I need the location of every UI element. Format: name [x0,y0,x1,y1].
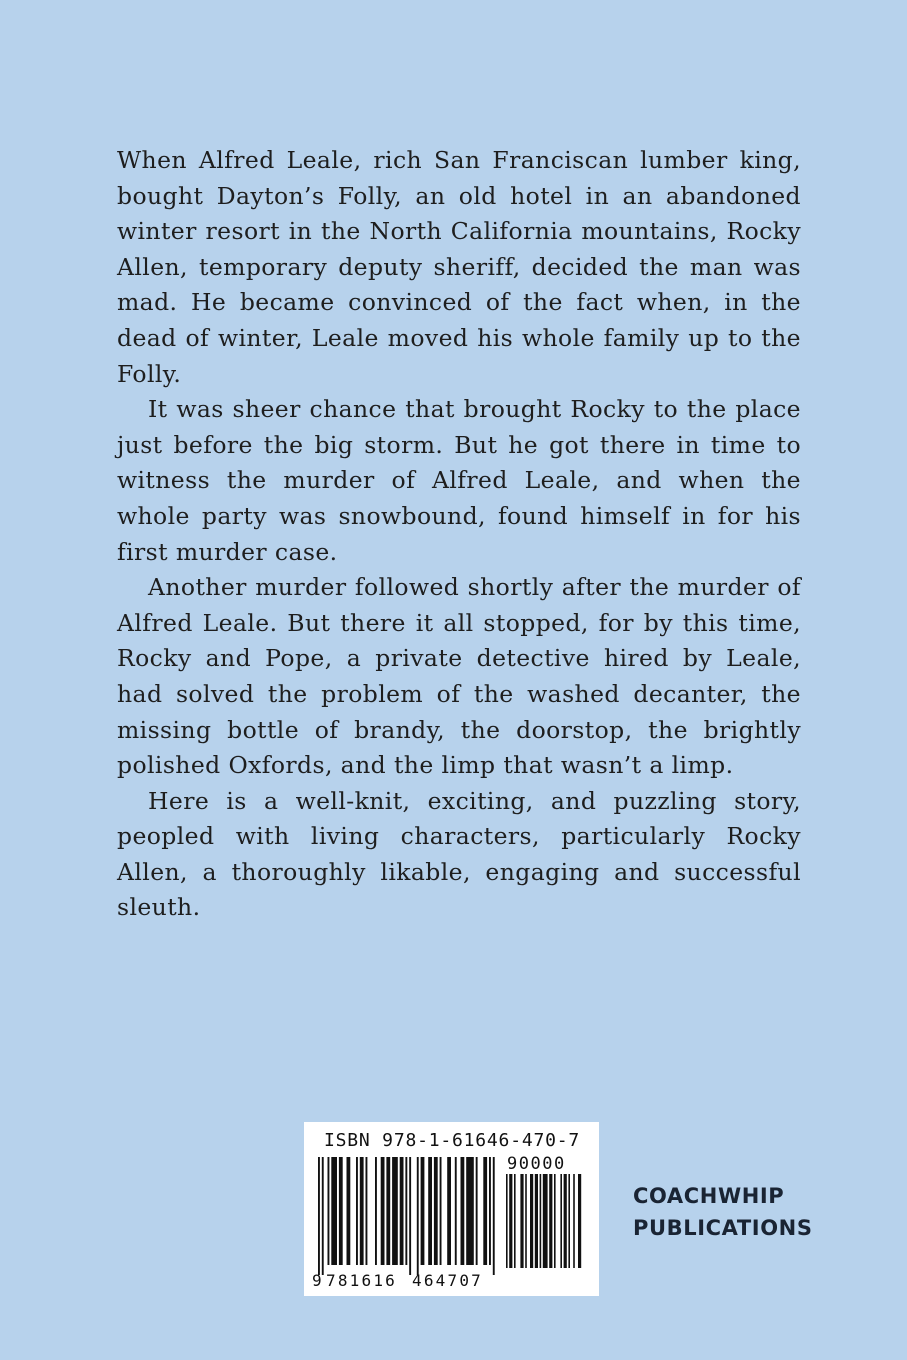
barcode-bar [540,1174,542,1268]
barcode-bar [573,1174,575,1268]
ean-right-group: 464707 [412,1271,483,1290]
barcode-bar [447,1157,451,1265]
barcode-bar [331,1157,337,1265]
publisher-line-1: COACHWHIP [633,1184,785,1208]
barcode-bar [476,1157,478,1265]
barcode-bar [483,1157,487,1265]
barcode-bar [543,1174,548,1268]
barcode-bar [549,1174,552,1268]
barcode-bar [347,1157,351,1265]
barcode-bar [405,1157,407,1265]
ean-left-group: 781616 [326,1271,397,1290]
barcode-bar [514,1174,516,1268]
barcode-bar [366,1157,368,1265]
barcode-bar [506,1174,508,1268]
price-code: 90000 [507,1154,566,1174]
barcode-bar [417,1157,419,1275]
ean-barcode-bars [318,1157,498,1279]
barcode-bar [535,1174,538,1268]
blurb-paragraph-4: Here is a well-knit, exciting, and puzzling story, peopled with living characters, particularly Rocky Allen, a thoroughly likable, engaging and successful sleuth. [117,786,801,922]
barcode-bar [386,1157,390,1265]
barcode-bar [489,1157,491,1265]
isbn-barcode-box [304,1122,599,1296]
barcode-bar [400,1157,404,1265]
barcode-bar [554,1174,556,1268]
addon-barcode-bars [506,1174,586,1274]
barcode-bar [434,1157,438,1265]
barcode-bar [428,1157,432,1265]
isbn-label: ISBN 978-1-61646-470-7 [324,1130,581,1151]
barcode-bar [493,1157,495,1275]
barcode-bar [360,1157,364,1265]
barcode-bar [509,1174,512,1268]
barcode-bar [421,1157,425,1265]
blurb-text [117,143,801,926]
blurb-paragraph-2: It was sheer chance that brought Rocky to the place just before the big storm. But he got there in time to witness the murder of Alfred Leale, and when the whole party was snowbound, found himself in for his first murder case. [117,395,801,566]
barcode-bar [339,1157,343,1265]
barcode-bar [381,1157,385,1265]
publisher-line-2: PUBLICATIONS [633,1216,813,1240]
barcode-bar [322,1157,324,1275]
barcode-bar [578,1174,581,1268]
barcode-bar [466,1157,474,1265]
barcode-bar [375,1157,377,1265]
barcode-bar [520,1174,523,1268]
barcode-bar [356,1157,358,1265]
barcode-bar [440,1157,442,1265]
publisher-name [633,1180,813,1244]
barcode-bar [318,1157,320,1275]
barcode-bar [564,1174,567,1268]
barcode-bar [525,1174,527,1268]
barcode-bar [530,1174,533,1268]
barcode-bar [392,1157,398,1265]
barcode-bar [560,1174,562,1268]
blurb-paragraph-1: When Alfred Leale, rich San Franciscan lumber king, bought Dayton’s Folly, an old hotel in an abandoned winter resort in the North California mountains, Rocky Allen, temporary deputy sheriff, decided the man was mad. He became convinced of the fact when, in the dead of winter, Leale moved his whole family up to the Folly. [117,146,801,388]
blurb-paragraph-3: Another murder followed shortly after the murder of Alfred Leale. But there it all stopped, for by this time, Rocky and Pope, a private detective hired by Leale, had solved the problem of the washed decanter, the missing bottle of brandy, the doorstop, the brightly polished Oxfords, and the limp that wasn’t a limp. [117,573,801,780]
barcode-bar [568,1174,570,1268]
barcode-bar [409,1157,411,1275]
ean-first-digit: 9 [312,1271,322,1290]
barcode-bar [328,1157,330,1265]
barcode-bar [461,1157,465,1265]
barcode-bar [455,1157,457,1265]
